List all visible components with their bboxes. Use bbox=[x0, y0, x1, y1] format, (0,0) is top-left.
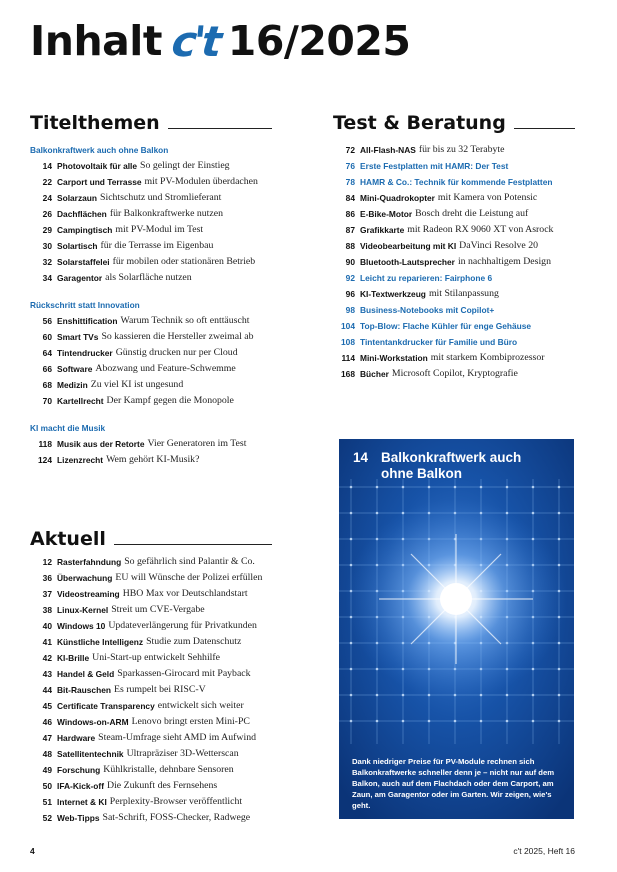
toc-list-musik bbox=[30, 436, 272, 468]
page-number: 4 bbox=[30, 846, 35, 856]
entry-description: Lenovo bringt ersten Mini-PC bbox=[131, 716, 250, 727]
entry-page-number: 44 bbox=[42, 685, 52, 695]
entry-description: HBO Max vor Deutschlandstart bbox=[122, 588, 248, 599]
toc-entry[interactable] bbox=[333, 286, 575, 302]
entry-page-number: 30 bbox=[42, 241, 52, 251]
entry-page-number: 87 bbox=[345, 225, 355, 235]
entry-description: DaVinci Resolve 20 bbox=[459, 240, 539, 251]
entry-description: Ultrapräziser 3D-Wetterscan bbox=[126, 748, 239, 759]
entry-title: Solarzaun bbox=[57, 193, 98, 203]
entry-title: Top-Blow: Flache Kühler für enge Gehäuse bbox=[360, 321, 532, 331]
toc-entry[interactable] bbox=[30, 602, 272, 618]
entry-title: Bücher bbox=[360, 369, 389, 379]
toc-entry[interactable] bbox=[30, 222, 272, 238]
entry-page-number: 47 bbox=[42, 733, 52, 743]
toc-entry[interactable] bbox=[30, 190, 272, 206]
toc-entry[interactable] bbox=[30, 634, 272, 650]
entry-title: Photovoltaik für alle bbox=[57, 161, 138, 171]
entry-description: Studie zum Datenschutz bbox=[146, 636, 242, 647]
promo-title bbox=[353, 450, 551, 482]
entry-title: HAMR & Co.: Technik für kommende Festplatten bbox=[360, 177, 553, 187]
entry-page-number: 26 bbox=[42, 209, 52, 219]
entry-title: Rasterfahndung bbox=[57, 557, 122, 567]
entry-page-number: 84 bbox=[345, 193, 355, 203]
entry-page-number: 72 bbox=[345, 145, 355, 155]
entry-page-number: 45 bbox=[42, 701, 52, 711]
entry-description: Sparkassen-Girocard mit Payback bbox=[117, 668, 251, 679]
masthead-issue: 16/2025 bbox=[227, 17, 411, 65]
entry-description: So gefährlich sind Palantir & Co. bbox=[124, 556, 255, 567]
entry-page-number: 66 bbox=[42, 364, 52, 374]
entry-description: Microsoft Copilot, Kryptografie bbox=[391, 368, 518, 379]
entry-page-number: 96 bbox=[345, 289, 355, 299]
toc-entry[interactable] bbox=[333, 302, 575, 318]
entry-title: All-Flash-NAS bbox=[360, 145, 416, 155]
entry-title: Forschung bbox=[57, 765, 101, 775]
toc-entry[interactable] bbox=[30, 377, 272, 393]
toc-entry[interactable] bbox=[333, 270, 575, 286]
entry-title: Smart TVs bbox=[57, 332, 99, 342]
subhead-balkon: Balkonkraftwerk auch ohne Balkon bbox=[30, 145, 169, 155]
entry-title: Linux-Kernel bbox=[57, 605, 109, 615]
entry-description: EU will Wünsche der Polizei erfüllen bbox=[115, 572, 263, 583]
entry-page-number: 68 bbox=[42, 380, 52, 390]
entry-page-number: 41 bbox=[42, 637, 52, 647]
entry-title: Business-Notebooks mit Copilot+ bbox=[360, 305, 495, 315]
entry-description: Zu viel KI ist ungesund bbox=[90, 379, 184, 390]
toc-list-balkon bbox=[30, 158, 272, 286]
toc-entry[interactable] bbox=[333, 190, 575, 206]
entry-title: Software bbox=[57, 364, 93, 374]
entry-title: Solartisch bbox=[57, 241, 98, 251]
heading-rule bbox=[514, 128, 575, 129]
entry-title: Lizenzrecht bbox=[57, 455, 104, 465]
entry-page-number: 40 bbox=[42, 621, 52, 631]
promo-headline: Balkonkraftwerk auch ohne Balkon bbox=[381, 450, 522, 481]
entry-title: Tintendrucker bbox=[57, 348, 113, 358]
entry-description: Sat-Schrift, FOSS-Checker, Radwege bbox=[102, 812, 251, 823]
entry-title: KI-Textwerkzeug bbox=[360, 289, 426, 299]
entry-page-number: 90 bbox=[345, 257, 355, 267]
entry-page-number: 51 bbox=[42, 797, 52, 807]
entry-page-number: 60 bbox=[42, 332, 52, 342]
section-title: Titelthemen bbox=[30, 112, 160, 134]
section-title: Aktuell bbox=[30, 528, 106, 550]
toc-entry[interactable] bbox=[333, 142, 575, 158]
entry-description: Uni-Start-up entwickelt Sehhilfe bbox=[92, 652, 220, 663]
entry-description: So kassieren die Hersteller zweimal ab bbox=[101, 331, 254, 342]
toc-entry[interactable] bbox=[333, 174, 575, 190]
toc-list-test bbox=[333, 142, 575, 382]
toc-entry[interactable] bbox=[333, 158, 575, 174]
entry-title: Videostreaming bbox=[57, 589, 120, 599]
entry-description: Wem gehört KI-Musik? bbox=[106, 454, 200, 465]
entry-description: Bosch dreht die Leistung auf bbox=[415, 208, 529, 219]
entry-page-number: 52 bbox=[42, 813, 52, 823]
section-titelthemen bbox=[30, 109, 272, 468]
toc-list-rueckschritt bbox=[30, 313, 272, 409]
masthead-prefix: Inhalt bbox=[30, 17, 162, 65]
entry-title: Internet & KI bbox=[57, 797, 107, 807]
toc-entry[interactable] bbox=[30, 345, 272, 361]
toc-entry[interactable] bbox=[333, 206, 575, 222]
entry-description: in nachhaltigem Design bbox=[457, 256, 551, 267]
toc-entry[interactable] bbox=[30, 329, 272, 345]
entry-page-number: 98 bbox=[345, 305, 355, 315]
entry-page-number: 46 bbox=[42, 717, 52, 727]
entry-description: Günstig drucken nur per Cloud bbox=[115, 347, 238, 358]
entry-title: Campingtisch bbox=[57, 225, 113, 235]
entry-title: Enshittification bbox=[57, 316, 118, 326]
subhead-musik: KI macht die Musik bbox=[30, 423, 106, 433]
entry-description: mit Kamera von Potensic bbox=[437, 192, 538, 203]
toc-entry[interactable] bbox=[333, 254, 575, 270]
toc-entry[interactable] bbox=[30, 762, 272, 778]
entry-title: Hardware bbox=[57, 733, 96, 743]
toc-entry[interactable] bbox=[30, 746, 272, 762]
toc-entry[interactable] bbox=[30, 158, 272, 174]
toc-entry[interactable] bbox=[30, 618, 272, 634]
toc-entry[interactable] bbox=[30, 452, 272, 468]
entry-title: Carport und Terrasse bbox=[57, 177, 142, 187]
entry-description: Steam-Umfrage sieht AMD im Aufwind bbox=[98, 732, 256, 743]
entry-title: Bluetooth-Lautsprecher bbox=[360, 257, 455, 267]
entry-page-number: 168 bbox=[341, 369, 355, 379]
toc-entry[interactable] bbox=[30, 361, 272, 377]
entry-description: Es rumpelt bei RISC-V bbox=[113, 684, 206, 695]
entry-description: Die Zukunft des Fernsehens bbox=[107, 780, 218, 791]
masthead bbox=[30, 10, 410, 72]
entry-title: Handel & Geld bbox=[57, 669, 115, 679]
entry-description: Streit um CVE-Vergabe bbox=[111, 604, 205, 615]
entry-description: mit PV-Modulen überdachen bbox=[144, 176, 258, 187]
toc-entry[interactable] bbox=[333, 318, 575, 334]
promo-box[interactable] bbox=[339, 439, 574, 819]
toc-entry[interactable] bbox=[30, 586, 272, 602]
toc-entry[interactable] bbox=[30, 393, 272, 409]
entry-title: Videobearbeitung mit KI bbox=[360, 241, 457, 251]
promo-page-number: 14 bbox=[353, 450, 369, 465]
entry-description: mit starkem Kombiprozessor bbox=[430, 352, 545, 363]
entry-description: als Solarfläche nutzen bbox=[105, 272, 192, 283]
entry-description: Updateverlängerung für Privatkunden bbox=[108, 620, 257, 631]
entry-page-number: 76 bbox=[345, 161, 355, 171]
entry-page-number: 43 bbox=[42, 669, 52, 679]
entry-page-number: 50 bbox=[42, 781, 52, 791]
entry-page-number: 36 bbox=[42, 573, 52, 583]
entry-description: mit Radeon RX 9060 XT von Asrock bbox=[407, 224, 554, 235]
subhead-rueckschritt: Rückschritt statt Innovation bbox=[30, 300, 140, 310]
entry-title: Certificate Transparency bbox=[57, 701, 155, 711]
entry-page-number: 114 bbox=[341, 353, 355, 363]
entry-page-number: 56 bbox=[42, 316, 52, 326]
entry-description: für Balkonkraftwerke nutzen bbox=[109, 208, 223, 219]
toc-entry[interactable] bbox=[30, 174, 272, 190]
entry-title: Grafikkarte bbox=[360, 225, 405, 235]
entry-title: Dachflächen bbox=[57, 209, 107, 219]
toc-entry[interactable] bbox=[30, 714, 272, 730]
entry-page-number: 88 bbox=[345, 241, 355, 251]
entry-title: Mini-Workstation bbox=[360, 353, 428, 363]
entry-page-number: 38 bbox=[42, 605, 52, 615]
entry-description: für mobilen oder stationären Betrieb bbox=[112, 256, 256, 267]
entry-description: So gelingt der Einstieg bbox=[140, 160, 230, 171]
section-test-beratung bbox=[333, 109, 575, 382]
toc-entry[interactable] bbox=[30, 698, 272, 714]
entry-page-number: 37 bbox=[42, 589, 52, 599]
entry-page-number: 64 bbox=[42, 348, 52, 358]
toc-entry[interactable] bbox=[333, 366, 575, 382]
toc-entry[interactable] bbox=[30, 436, 272, 452]
entry-title: Erste Festplatten mit HAMR: Der Test bbox=[360, 161, 509, 171]
entry-page-number: 14 bbox=[42, 161, 52, 171]
section-aktuell bbox=[30, 525, 272, 826]
toc-entry[interactable] bbox=[333, 334, 575, 350]
entry-page-number: 108 bbox=[341, 337, 355, 347]
entry-page-number: 70 bbox=[42, 396, 52, 406]
toc-entry[interactable] bbox=[30, 778, 272, 794]
entry-title: Künstliche Intelligenz bbox=[57, 637, 144, 647]
entry-page-number: 32 bbox=[42, 257, 52, 267]
entry-description: Kühlkristalle, dehnbare Sensoren bbox=[103, 764, 234, 775]
entry-title: Überwachung bbox=[57, 573, 113, 583]
entry-title: Musik aus der Retorte bbox=[57, 439, 145, 449]
ct-logo: c't bbox=[169, 16, 221, 66]
entry-description: Perplexity-Browser veröffentlicht bbox=[109, 796, 243, 807]
section-heading bbox=[333, 109, 575, 133]
entry-title: Mini-Quadrokopter bbox=[360, 193, 435, 203]
entry-title: Web-Tipps bbox=[57, 813, 100, 823]
entry-title: Tintentankdrucker für Familie und Büro bbox=[360, 337, 518, 347]
entry-page-number: 42 bbox=[42, 653, 52, 663]
entry-page-number: 78 bbox=[345, 177, 355, 187]
entry-page-number: 92 bbox=[345, 273, 355, 283]
entry-page-number: 22 bbox=[42, 177, 52, 187]
entry-description: entwickelt sich weiter bbox=[157, 700, 244, 711]
entry-title: Leicht zu reparieren: Fairphone 6 bbox=[360, 273, 493, 283]
entry-title: KI-Brille bbox=[57, 653, 90, 663]
entry-description: Sichtschutz und Stromlieferant bbox=[100, 192, 222, 203]
toc-entry[interactable] bbox=[30, 313, 272, 329]
entry-title: IFA-Kick-off bbox=[57, 781, 104, 791]
entry-title: Windows 10 bbox=[57, 621, 106, 631]
entry-page-number: 104 bbox=[341, 321, 355, 331]
entry-page-number: 48 bbox=[42, 749, 52, 759]
entry-page-number: 29 bbox=[42, 225, 52, 235]
entry-title: E-Bike-Motor bbox=[360, 209, 413, 219]
toc-entry[interactable] bbox=[30, 810, 272, 826]
entry-description: Der Kampf gegen die Monopole bbox=[106, 395, 234, 406]
section-title: Test & Beratung bbox=[333, 112, 506, 134]
section-heading bbox=[30, 109, 272, 133]
entry-title: Satellitentechnik bbox=[57, 749, 124, 759]
entry-page-number: 86 bbox=[345, 209, 355, 219]
entry-description: für bis zu 32 Terabyte bbox=[418, 144, 505, 155]
toc-entry[interactable] bbox=[30, 650, 272, 666]
entry-title: Bit-Rauschen bbox=[57, 685, 111, 695]
entry-description: mit PV-Modul im Test bbox=[115, 224, 204, 235]
entry-page-number: 12 bbox=[42, 557, 52, 567]
toc-entry[interactable] bbox=[30, 730, 272, 746]
heading-rule bbox=[114, 544, 272, 545]
entry-description: für die Terrasse im Eigenbau bbox=[100, 240, 214, 251]
entry-description: Abozwang und Feature-Schwemme bbox=[95, 363, 236, 374]
toc-entry[interactable] bbox=[30, 270, 272, 286]
promo-teaser-text: Dank niedriger Preise für PV-Module rechnen sich Balkonkraftwerke schneller denn je – nicht nur auf dem Balkon, auch auf dem Flachdach oder dem Carport, am Zaun, am Garagentor oder im Garten. Wir zeigen, wie's geht. bbox=[352, 757, 555, 810]
entry-title: Solarstaffelei bbox=[57, 257, 110, 267]
entry-description: Warum Technik so oft enttäuscht bbox=[120, 315, 250, 326]
issue-label: c't 2025, Heft 16 bbox=[513, 846, 575, 856]
toc-entry[interactable] bbox=[30, 238, 272, 254]
entry-page-number: 49 bbox=[42, 765, 52, 775]
entry-page-number: 24 bbox=[42, 193, 52, 203]
toc-entry[interactable] bbox=[30, 666, 272, 682]
entry-title: Windows-on-ARM bbox=[57, 717, 129, 727]
entry-title: Kartellrecht bbox=[57, 396, 104, 406]
entry-description: mit Stilanpassung bbox=[428, 288, 499, 299]
section-heading bbox=[30, 525, 272, 549]
toc-entry[interactable] bbox=[30, 794, 272, 810]
toc-entry[interactable] bbox=[333, 238, 575, 254]
entry-page-number: 34 bbox=[42, 273, 52, 283]
heading-rule bbox=[168, 128, 272, 129]
toc-entry[interactable] bbox=[333, 222, 575, 238]
toc-entry[interactable] bbox=[30, 682, 272, 698]
entry-title: Garagentor bbox=[57, 273, 103, 283]
toc-entry[interactable] bbox=[30, 570, 272, 586]
entry-page-number: 124 bbox=[38, 455, 52, 465]
toc-entry[interactable] bbox=[333, 350, 575, 366]
entry-description: Vier Generatoren im Test bbox=[147, 438, 247, 449]
toc-entry[interactable] bbox=[30, 254, 272, 270]
toc-entry[interactable] bbox=[30, 206, 272, 222]
toc-list-aktuell bbox=[30, 554, 272, 826]
entry-page-number: 118 bbox=[38, 439, 52, 449]
toc-entry[interactable] bbox=[30, 554, 272, 570]
entry-title: Medizin bbox=[57, 380, 88, 390]
